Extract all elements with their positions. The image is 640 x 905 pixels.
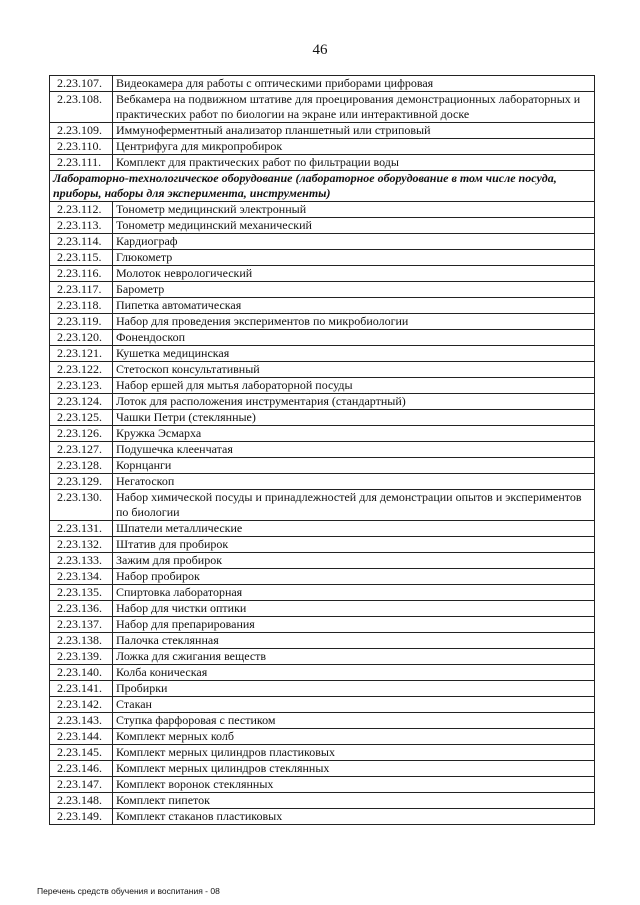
table-row: [50, 617, 595, 633]
table-row: [50, 521, 595, 537]
table-row: [50, 346, 595, 362]
table-row: [50, 569, 595, 585]
table-row: [50, 330, 595, 346]
item-name: Стакан: [113, 697, 595, 713]
item-code: 2.23.142.: [50, 697, 113, 713]
item-code: 2.23.126.: [50, 426, 113, 442]
table-row: [50, 777, 595, 793]
item-name: Комплект мерных колб: [113, 729, 595, 745]
table-row: [50, 474, 595, 490]
table-row: [50, 410, 595, 426]
table-row: [50, 394, 595, 410]
item-code: 2.23.147.: [50, 777, 113, 793]
item-name: Кружка Эсмарха: [113, 426, 595, 442]
item-name: Шпатели металлические: [113, 521, 595, 537]
item-name: Ступка фарфоровая с пестиком: [113, 713, 595, 729]
item-code: 2.23.114.: [50, 234, 113, 250]
table-row: [50, 713, 595, 729]
item-name: Негатоскоп: [113, 474, 595, 490]
item-code: 2.23.119.: [50, 314, 113, 330]
item-name: Тонометр медицинский электронный: [113, 202, 595, 218]
item-code: 2.23.107.: [50, 76, 113, 92]
item-name: Набор ершей для мытья лабораторной посуды: [113, 378, 595, 394]
item-name: Комплект пипеток: [113, 793, 595, 809]
item-code: 2.23.130.: [50, 490, 113, 521]
table-row: [50, 633, 595, 649]
item-code: 2.23.108.: [50, 92, 113, 123]
table-row: [50, 442, 595, 458]
item-code: 2.23.140.: [50, 665, 113, 681]
table-row: [50, 202, 595, 218]
item-code: 2.23.109.: [50, 123, 113, 139]
table-row: [50, 665, 595, 681]
table-row: [50, 298, 595, 314]
table-row: [50, 490, 595, 521]
item-name: Комплект для практических работ по фильтрации воды: [113, 155, 595, 171]
item-code: 2.23.148.: [50, 793, 113, 809]
item-name: Набор для препарирования: [113, 617, 595, 633]
item-name: Стетоскоп консультативный: [113, 362, 595, 378]
item-code: 2.23.112.: [50, 202, 113, 218]
item-name: Кушетка медицинская: [113, 346, 595, 362]
item-name: Центрифуга для микропробирок: [113, 139, 595, 155]
item-code: 2.23.116.: [50, 266, 113, 282]
item-name: Набор для проведения экспериментов по микробиологии: [113, 314, 595, 330]
item-name: Барометр: [113, 282, 595, 298]
item-code: 2.23.121.: [50, 346, 113, 362]
item-code: 2.23.120.: [50, 330, 113, 346]
table-row: [50, 601, 595, 617]
table-row: [50, 426, 595, 442]
item-name: Комплект стаканов пластиковых: [113, 809, 595, 825]
table-row: [50, 697, 595, 713]
item-code: 2.23.115.: [50, 250, 113, 266]
item-name: Комплект воронок стеклянных: [113, 777, 595, 793]
table-row: [50, 585, 595, 601]
item-code: 2.23.143.: [50, 713, 113, 729]
item-code: 2.23.110.: [50, 139, 113, 155]
item-name: Лоток для расположения инструментария (стандартный): [113, 394, 595, 410]
table-row: [50, 729, 595, 745]
item-name: Комплект мерных цилиндров стеклянных: [113, 761, 595, 777]
item-name: Кардиограф: [113, 234, 595, 250]
item-name: Штатив для пробирок: [113, 537, 595, 553]
item-code: 2.23.124.: [50, 394, 113, 410]
table-row: [50, 809, 595, 825]
item-code: 2.23.141.: [50, 681, 113, 697]
section-title: Лабораторно-технологическое оборудование (лабораторное оборудование в том числе посуда, приборы, наборы для эксперимента, инструменты): [50, 171, 595, 202]
table-row: [50, 282, 595, 298]
item-name: Молоток неврологический: [113, 266, 595, 282]
item-code: 2.23.144.: [50, 729, 113, 745]
item-code: 2.23.111.: [50, 155, 113, 171]
item-code: 2.23.128.: [50, 458, 113, 474]
item-name: Глюкометр: [113, 250, 595, 266]
item-name: Пипетка автоматическая: [113, 298, 595, 314]
item-code: 2.23.113.: [50, 218, 113, 234]
item-name: Тонометр медицинский механический: [113, 218, 595, 234]
table-row: [50, 234, 595, 250]
page-number: 46: [312, 42, 328, 58]
item-code: 2.23.117.: [50, 282, 113, 298]
item-name: Чашки Петри (стеклянные): [113, 410, 595, 426]
item-code: 2.23.125.: [50, 410, 113, 426]
item-code: 2.23.136.: [50, 601, 113, 617]
table-row: [50, 793, 595, 809]
item-name: Ложка для сжигания веществ: [113, 649, 595, 665]
item-name: Подушечка клеенчатая: [113, 442, 595, 458]
page-footer: Перечень средств обучения и воспитания - 08: [37, 886, 220, 896]
item-code: 2.23.149.: [50, 809, 113, 825]
table-row: [50, 155, 595, 171]
table-row: [50, 314, 595, 330]
item-name: Набор для чистки оптики: [113, 601, 595, 617]
table-row: [50, 458, 595, 474]
table-row: [50, 362, 595, 378]
section-header-row: [50, 171, 595, 202]
item-code: 2.23.137.: [50, 617, 113, 633]
item-name: Вебкамера на подвижном штативе для проецирования демонстрационных лабораторных и практических работ по биологии на экране или интерактивной доске: [113, 92, 595, 123]
table-row: [50, 761, 595, 777]
table-row: [50, 266, 595, 282]
table-row: [50, 218, 595, 234]
item-code: 2.23.138.: [50, 633, 113, 649]
item-code: 2.23.133.: [50, 553, 113, 569]
item-code: 2.23.122.: [50, 362, 113, 378]
item-name: Комплект мерных цилиндров пластиковых: [113, 745, 595, 761]
item-code: 2.23.146.: [50, 761, 113, 777]
table-row: [50, 378, 595, 394]
equipment-table-body: [50, 76, 595, 825]
item-code: 2.23.145.: [50, 745, 113, 761]
item-code: 2.23.129.: [50, 474, 113, 490]
table-row: [50, 681, 595, 697]
item-name: Пробирки: [113, 681, 595, 697]
item-name: Иммуноферментный анализатор планшетный или стриповый: [113, 123, 595, 139]
table-row: [50, 123, 595, 139]
equipment-table: [49, 75, 595, 825]
item-code: 2.23.132.: [50, 537, 113, 553]
item-code: 2.23.131.: [50, 521, 113, 537]
item-name: Корнцанги: [113, 458, 595, 474]
table-row: [50, 76, 595, 92]
table-row: [50, 649, 595, 665]
table-row: [50, 745, 595, 761]
table-row: [50, 250, 595, 266]
item-code: 2.23.135.: [50, 585, 113, 601]
item-name: Набор пробирок: [113, 569, 595, 585]
item-code: 2.23.139.: [50, 649, 113, 665]
item-code: 2.23.134.: [50, 569, 113, 585]
item-name: Спиртовка лабораторная: [113, 585, 595, 601]
table-row: [50, 139, 595, 155]
item-name: Зажим для пробирок: [113, 553, 595, 569]
item-name: Видеокамера для работы с оптическими приборами цифровая: [113, 76, 595, 92]
table-row: [50, 553, 595, 569]
item-name: Набор химической посуды и принадлежностей для демонстрации опытов и экспериментов по биологии: [113, 490, 595, 521]
item-name: Фонендоскоп: [113, 330, 595, 346]
item-code: 2.23.123.: [50, 378, 113, 394]
table-row: [50, 537, 595, 553]
item-code: 2.23.127.: [50, 442, 113, 458]
item-code: 2.23.118.: [50, 298, 113, 314]
item-name: Палочка стеклянная: [113, 633, 595, 649]
item-name: Колба коническая: [113, 665, 595, 681]
table-row: [50, 92, 595, 123]
